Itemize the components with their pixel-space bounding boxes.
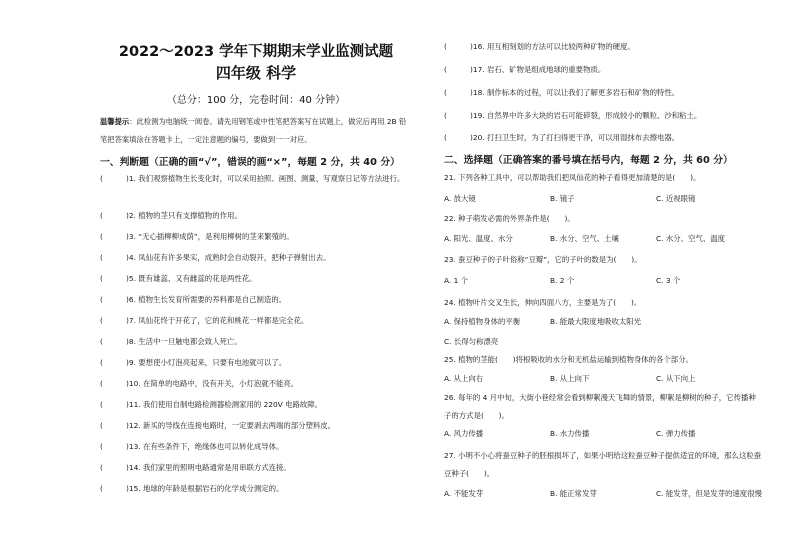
question-22: 22. 种子萌发必需的外界条件是( )。 xyxy=(444,214,575,223)
answer-paren[interactable]: ( xyxy=(100,211,103,220)
question-text: )6. 植物生长发育所需要的养料都是自己制造的。 xyxy=(126,295,287,304)
option-c[interactable]: C. 长得匀称漂亮 xyxy=(444,337,499,346)
question-text: )15. 地球的年龄是根据岩石的化学成分测定的。 xyxy=(126,484,284,493)
question-text: )9. 要想使小灯泡亮起来，只要有电池就可以了。 xyxy=(126,358,287,367)
answer-paren[interactable]: ( xyxy=(100,337,103,346)
question-16 xyxy=(444,38,762,56)
question-text: )14. 我们家里的照明电路通常是用串联方式连接。 xyxy=(126,463,291,472)
options-25 xyxy=(444,373,762,387)
answer-paren[interactable]: ( xyxy=(444,88,447,97)
question-text: )19. 自然界中许多大块的岩石可能碎裂，形成较小的颗粒、沙和粘土。 xyxy=(470,111,702,120)
answer-paren[interactable]: ( xyxy=(444,42,447,51)
notice-label: 温馨提示 xyxy=(100,117,130,126)
option-b[interactable]: B. 2 个 xyxy=(550,276,575,285)
option-b[interactable]: B. 水分、空气、土壤 xyxy=(550,234,619,243)
question-23: 23. 蚕豆种子的子叶俗称“豆瓣”，它的子叶的数是为( )。 xyxy=(444,255,642,264)
question-2 xyxy=(100,207,412,225)
options-22 xyxy=(444,233,762,247)
question-text: )20. 打扫卫生时，为了打扫得更干净，可以用湿抹布去擦电器。 xyxy=(470,133,680,142)
question-3 xyxy=(100,228,412,246)
options-26 xyxy=(444,428,762,442)
question-14 xyxy=(100,459,412,477)
option-b[interactable]: B. 能最大限度地吸收太阳光 xyxy=(550,317,642,326)
answer-paren[interactable]: ( xyxy=(100,253,103,262)
question-20 xyxy=(444,129,762,147)
question-5 xyxy=(100,270,412,288)
answer-paren[interactable]: ( xyxy=(444,133,447,142)
option-b[interactable]: B. 水力传播 xyxy=(550,429,590,438)
question-18 xyxy=(444,84,762,102)
answer-paren[interactable]: ( xyxy=(100,232,103,241)
question-13 xyxy=(100,438,412,456)
options-23 xyxy=(444,275,762,289)
option-c[interactable]: C. 3 个 xyxy=(656,276,681,285)
question-text: )4. 凤仙花有许多果实，成熟时会自动裂开，把种子弹射出去。 xyxy=(126,253,331,262)
option-a[interactable]: A. 从上向右 xyxy=(444,374,484,383)
question-text: )18. 制作标本的过程，可以让我们了解更多岩石和矿物的特性。 xyxy=(470,88,680,97)
question-27: 27. 小明不小心将蚕豆种子的胚根损坏了，如果小明给这粒蚕豆种子提供适宜的环境，那么这粒蚕豆种子( )。 xyxy=(444,451,762,478)
question-8 xyxy=(100,333,412,351)
answer-paren[interactable]: ( xyxy=(100,463,103,472)
answer-paren[interactable]: ( xyxy=(100,421,103,430)
question-4 xyxy=(100,249,412,267)
option-a[interactable]: A. 阳光、温度、水分 xyxy=(444,234,513,243)
option-c[interactable]: C. 水分、空气、温度 xyxy=(656,234,725,243)
question-text: )3. “无心插柳柳成荫”，是利用柳树的茎来繁殖的。 xyxy=(126,232,294,241)
answer-paren[interactable]: ( xyxy=(100,358,103,367)
score-time: （总分：100 分，完卷时间：40 分钟） xyxy=(166,95,346,106)
question-12 xyxy=(100,417,412,435)
option-b[interactable]: B. 能正常发芽 xyxy=(550,489,597,498)
answer-paren[interactable]: ( xyxy=(100,174,103,183)
question-text: )13. 在有些条件下，绝缘体也可以转化成导体。 xyxy=(126,442,284,451)
question-9 xyxy=(100,354,412,372)
question-24: 24. 植物叶片交叉生长，伸向四面八方，主要是为了( )。 xyxy=(444,298,642,307)
answer-paren[interactable]: ( xyxy=(100,295,103,304)
option-c[interactable]: C. 从下向上 xyxy=(656,374,696,383)
question-text: )17. 岩石、矿物是组成地球的重要物质。 xyxy=(470,65,606,74)
question-7 xyxy=(100,312,412,330)
answer-paren[interactable]: ( xyxy=(100,400,103,409)
options-21 xyxy=(444,193,762,207)
notice-text: ：此检测为电脑统一阅卷。请先用钢笔或中性笔把答案写在试题上，做完后再用 2B 铅笔把答案填涂在答题卡上，一定注意题的编号，要做到一一对应。 xyxy=(100,117,407,144)
option-a[interactable]: A. 保持植物身体的平衡 xyxy=(444,317,521,326)
option-a[interactable]: A. 不能发芽 xyxy=(444,489,484,498)
question-19 xyxy=(444,107,762,125)
question-text: )5. 既有雄蕊、又有雌蕊的花是两性花。 xyxy=(126,274,257,283)
answer-paren[interactable]: ( xyxy=(444,65,447,74)
notice xyxy=(100,113,412,149)
question-6 xyxy=(100,291,412,309)
exam-title: 2022～2023 学年下期期末学业监测试题 xyxy=(118,44,394,60)
answer-paren[interactable]: ( xyxy=(444,111,447,120)
answer-paren[interactable]: ( xyxy=(100,274,103,283)
answer-paren[interactable]: ( xyxy=(100,442,103,451)
question-text: )16. 用互相刻划的方法可以比较两种矿物的硬度。 xyxy=(470,42,635,51)
option-c[interactable]: C. 能发芽，但是发芽的速度很慢 xyxy=(656,489,762,498)
question-text: )11. 我们使用自制电路检测器检测家用的 220V 电路故障。 xyxy=(126,400,323,409)
question-15 xyxy=(100,480,412,498)
question-text: )10. 在简单的电路中，没有开关，小灯泡就不能亮。 xyxy=(126,379,299,388)
question-10 xyxy=(100,375,412,393)
option-c[interactable]: C. 弹力传播 xyxy=(656,429,696,438)
options-27 xyxy=(444,488,762,502)
option-b[interactable]: B. 镜子 xyxy=(550,194,575,203)
answer-paren[interactable]: ( xyxy=(100,484,103,493)
options-24 xyxy=(444,316,762,330)
question-17 xyxy=(444,61,762,79)
question-21: 21. 下列各种工具中，可以帮助我们把凤仙花的种子看得更加清楚的是( )。 xyxy=(444,173,701,182)
question-11 xyxy=(100,396,412,414)
question-text: )8. 生活中一旦触电都会致人死亡。 xyxy=(126,337,242,346)
question-25: 25. 植物的茎能( )将根吸收的水分和无机盐运输到植物身体的各个部分。 xyxy=(444,355,693,364)
answer-paren[interactable]: ( xyxy=(100,316,103,325)
question-text: )12. 新买的导线在连接电路时，一定要剥去两端的部分塑料皮。 xyxy=(126,421,336,430)
question-text: )1. 我们观察植物生长变化时，可以采用拍照、画图、测量、写观察日记等方法进行。 xyxy=(126,174,405,183)
question-26: 26. 每年的 4 月中旬，大街小巷经常会看到柳絮漫天飞舞的情景，柳絮是柳树的种子，它传播种子的方式是( )。 xyxy=(444,393,756,420)
question-1 xyxy=(100,170,412,188)
options-24-c xyxy=(444,336,762,350)
option-c[interactable]: C. 近视眼镜 xyxy=(656,194,696,203)
option-a[interactable]: A. 1 个 xyxy=(444,276,469,285)
answer-paren[interactable]: ( xyxy=(100,379,103,388)
option-a[interactable]: A. 放大镜 xyxy=(444,194,476,203)
option-a[interactable]: A. 风力传播 xyxy=(444,429,484,438)
grade-subject: 四年级 科学 xyxy=(215,64,297,82)
option-b[interactable]: B. 从上向下 xyxy=(550,374,590,383)
question-text: )7. 凤仙花终于开花了，它的花和桃花一样都是完全花。 xyxy=(126,316,309,325)
section1-heading: 一、判断题（正确的画“√”，错误的画“×”，每题 2 分，共 40 分） xyxy=(100,157,400,168)
question-text: )2. 植物的茎只有支撑植物的作用。 xyxy=(126,211,242,220)
section2-heading: 二、选择题（正确答案的番号填在括号内，每题 2 分，共 60 分） xyxy=(444,155,733,166)
